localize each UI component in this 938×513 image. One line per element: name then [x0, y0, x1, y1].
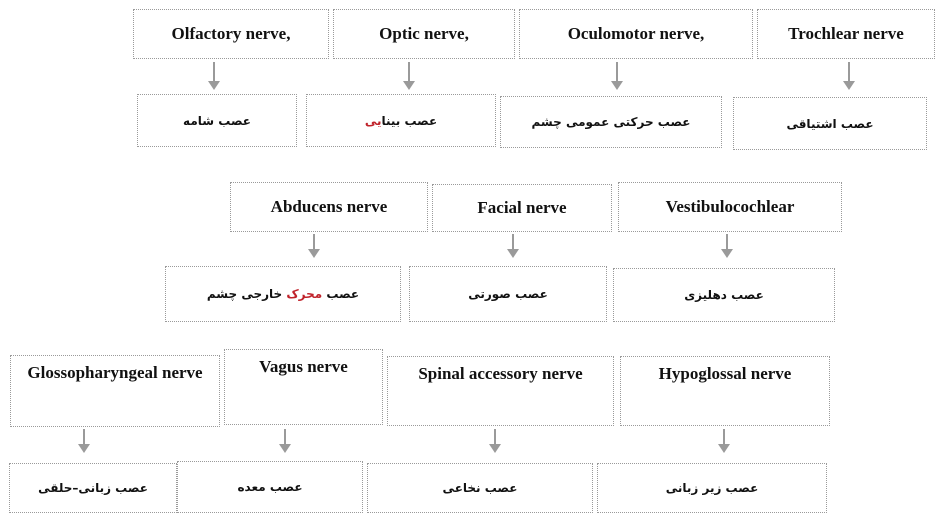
persian-label: عصب اشتیاقی: [786, 116, 874, 131]
persian-label: عصب صورتی: [468, 287, 548, 301]
nerve-box-abducens: [230, 182, 428, 232]
persian-label: عصب بینایی: [364, 113, 438, 128]
nerve-box-optic: [333, 9, 515, 59]
nerve-box-facial: [432, 184, 612, 232]
nerve-label: Oculomotor nerve,: [567, 24, 705, 43]
persian-box-vagus: [177, 461, 363, 513]
persian-label: عصب زیر زبانی: [665, 481, 759, 495]
nerve-box-glossopharyngeal: [10, 355, 220, 427]
persian-box-oculomotor: [500, 96, 722, 148]
persian-label: عصب زبانی–حلقی: [38, 481, 148, 495]
nerve-box-spinal-accessory: [387, 356, 614, 426]
nerve-box-vestibulocochlear: [618, 182, 842, 232]
persian-label: عصب دهلیزی: [684, 288, 764, 302]
persian-label: عصب شامه: [183, 113, 251, 128]
persian-box-hypoglossal: [597, 463, 827, 513]
nerve-label: Abducens nerve: [270, 197, 388, 216]
nerve-box-olfactory: [133, 9, 329, 59]
nerve-label: Hypoglossal nerve: [658, 364, 792, 383]
nerve-label: Facial nerve: [477, 198, 567, 217]
nerve-label: Trochlear nerve: [788, 24, 904, 43]
persian-label: عصب نخاعی: [442, 481, 518, 495]
nerve-label: Vagus nerve: [259, 357, 348, 376]
persian-box-facial: [409, 266, 607, 322]
nerve-box-trochlear: [757, 9, 935, 59]
persian-box-glossopharyngeal: [9, 463, 177, 513]
persian-box-optic: [306, 94, 496, 147]
persian-label: عصب محرک خارجی چشم: [206, 287, 360, 301]
persian-box-abducens: [165, 266, 401, 322]
nerve-label: Vestibulocochlear: [665, 197, 795, 216]
persian-label: عصب معده: [237, 480, 303, 494]
persian-box-spinal-accessory: [367, 463, 593, 513]
persian-box-trochlear: [733, 97, 927, 150]
nerve-label: Glossopharyngeal nerve: [27, 363, 203, 382]
nerve-label: Spinal accessory nerve: [418, 364, 583, 383]
nerve-box-vagus: [224, 349, 383, 425]
nerve-label: Olfactory nerve,: [171, 24, 291, 43]
persian-box-vestibulocochlear: [613, 268, 835, 322]
persian-label: عصب حرکتی عمومی چشم: [531, 115, 691, 129]
nerve-label: Optic nerve,: [379, 24, 469, 43]
nerve-box-oculomotor: [519, 9, 753, 59]
persian-box-olfactory: [137, 94, 297, 147]
nerve-box-hypoglossal: [620, 356, 830, 426]
